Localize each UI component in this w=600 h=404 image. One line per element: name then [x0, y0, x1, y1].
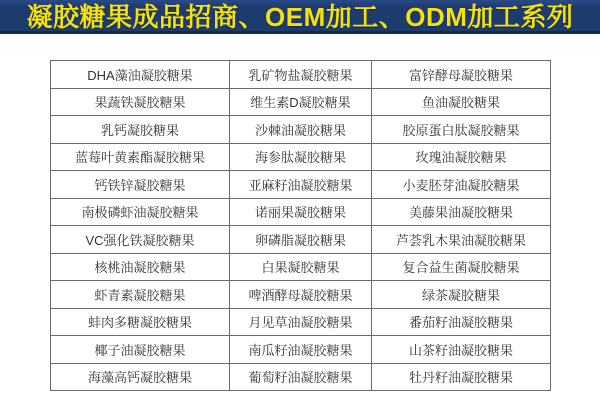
- product-table: [50, 60, 551, 391]
- product-cell: 牡丹籽油凝胶糖果: [372, 363, 551, 391]
- table-row: [51, 143, 551, 171]
- product-cell: 葡萄籽油凝胶糖果: [230, 363, 372, 391]
- product-cell: 南瓜籽油凝胶糖果: [230, 336, 372, 364]
- table-row: [51, 363, 551, 391]
- product-cell: 沙棘油凝胶糖果: [230, 116, 372, 144]
- table-row: [51, 198, 551, 226]
- product-cell: 乳矿物盐凝胶糖果: [230, 61, 372, 89]
- product-cell: 绿茶凝胶糖果: [372, 281, 551, 309]
- product-cell: 核桃油凝胶糖果: [51, 253, 230, 281]
- product-cell: 胶原蛋白肽凝胶糖果: [372, 116, 551, 144]
- product-table-body: [51, 61, 551, 391]
- product-cell: 诺丽果凝胶糖果: [230, 198, 372, 226]
- product-cell: 蚌肉多糖凝胶糖果: [51, 308, 230, 336]
- table-row: [51, 308, 551, 336]
- product-cell: DHA藻油凝胶糖果: [51, 61, 230, 89]
- table-row: [51, 171, 551, 199]
- product-cell: 复合益生菌凝胶糖果: [372, 253, 551, 281]
- product-cell: 蓝莓叶黄素酯凝胶糖果: [51, 143, 230, 171]
- product-cell: 番茄籽油凝胶糖果: [372, 308, 551, 336]
- product-cell: 啤酒酵母凝胶糖果: [230, 281, 372, 309]
- table-row: [51, 226, 551, 254]
- title-banner: [0, 0, 600, 34]
- product-cell: 钙铁锌凝胶糖果: [51, 171, 230, 199]
- product-cell: 海参肽凝胶糖果: [230, 143, 372, 171]
- table-row: [51, 116, 551, 144]
- product-cell: 维生素D凝胶糖果: [230, 88, 372, 116]
- product-cell: 果蔬铁凝胶糖果: [51, 88, 230, 116]
- product-cell: 小麦胚芽油凝胶糖果: [372, 171, 551, 199]
- product-cell: 月见草油凝胶糖果: [230, 308, 372, 336]
- table-row: [51, 253, 551, 281]
- product-cell: 虾青素凝胶糖果: [51, 281, 230, 309]
- table-row: [51, 61, 551, 89]
- product-cell: 白果凝胶糖果: [230, 253, 372, 281]
- product-cell: 山茶籽油凝胶糖果: [372, 336, 551, 364]
- product-cell: 美藤果油凝胶糖果: [372, 198, 551, 226]
- product-cell: 鱼油凝胶糖果: [372, 88, 551, 116]
- table-row: [51, 281, 551, 309]
- table-row: [51, 88, 551, 116]
- product-cell: 椰子油凝胶糖果: [51, 336, 230, 364]
- product-cell: VC强化铁凝胶糖果: [51, 226, 230, 254]
- product-cell: 南极磷虾油凝胶糖果: [51, 198, 230, 226]
- product-cell: 海藻高钙凝胶糖果: [51, 363, 230, 391]
- table-row: [51, 336, 551, 364]
- product-cell: 卵磷脂凝胶糖果: [230, 226, 372, 254]
- product-cell: 亚麻籽油凝胶糖果: [230, 171, 372, 199]
- product-cell: 乳钙凝胶糖果: [51, 116, 230, 144]
- product-cell: 芦荟乳木果油凝胶糖果: [372, 226, 551, 254]
- product-cell: 富锌酵母凝胶糖果: [372, 61, 551, 89]
- page-title: 凝胶糖果成品招商、OEM加工、ODM加工系列: [26, 2, 574, 32]
- product-cell: 玫瑰油凝胶糖果: [372, 143, 551, 171]
